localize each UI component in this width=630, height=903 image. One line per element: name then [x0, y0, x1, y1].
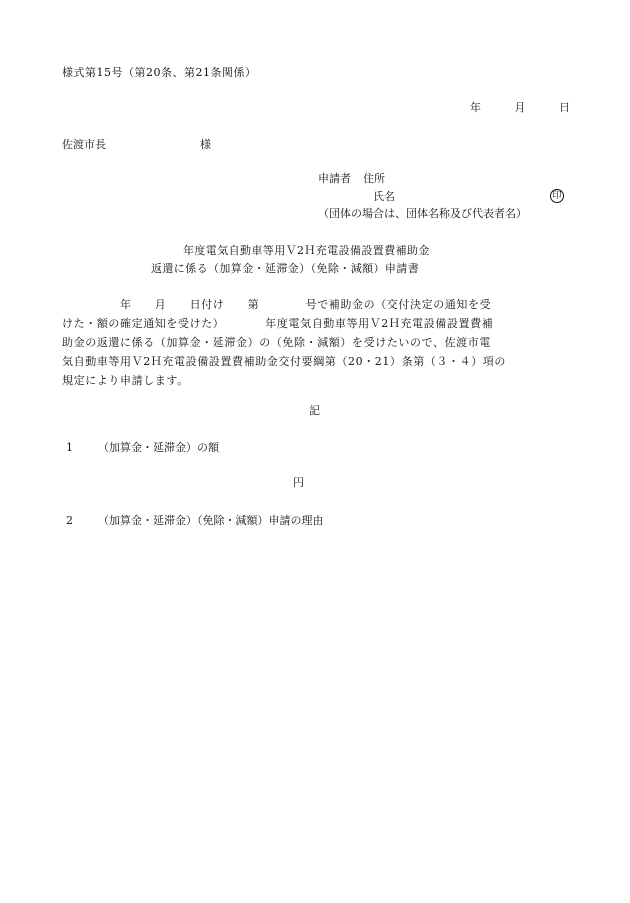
item-reason: [66, 514, 324, 528]
addressee: [62, 138, 211, 152]
document-title-line2: 返還に係る（加算金・延滞金）（免除・減額）申請書: [151, 262, 420, 275]
item-number: 2: [66, 514, 73, 527]
body-line: けた・額の確定通知を受けた） 年度電気自動車等用Ｖ2Ｈ充電設備設置費補: [62, 317, 494, 330]
item-number: 1: [66, 441, 73, 454]
body-line: 助金の返還に係る（加算金・延滞金）の（免除・減額）を受けたいので、佐渡市電: [62, 336, 491, 349]
name-label: 氏名: [373, 190, 395, 203]
date-day-label: 日: [559, 101, 570, 114]
body-line: 規定により申請します。: [62, 374, 189, 387]
item-amount: [66, 441, 219, 455]
date-month-label: 月: [514, 101, 526, 114]
item-label: （加算金・延滞金）の額: [98, 441, 219, 454]
ki-heading: 記: [309, 404, 320, 417]
body-line: 年 月 日付け 第 号で補助金の（交付決定の通知を受: [62, 298, 492, 311]
address-label: 住所: [363, 172, 385, 185]
applicant-address-line: [318, 172, 385, 186]
date-year-label: 年: [470, 101, 481, 114]
addressee-name: 佐渡市長: [62, 138, 106, 151]
addressee-honorific: 様: [200, 138, 211, 151]
body-paragraph: [62, 295, 568, 390]
item-label: （加算金・延滞金）（免除・減額）申請の理由: [98, 514, 324, 527]
body-line: 気自動車等用Ｖ2Ｈ充電設備設置費補助金交付要綱第（20・21）条第（３・４）項の: [62, 355, 506, 368]
applicant-label: 申請者: [318, 172, 351, 185]
document-title-line1: 年度電気自動車等用Ｖ2Ｈ充電設備設置費補助金: [183, 244, 430, 257]
form-number: 様式第15号（第20条、第21条関係）: [62, 66, 257, 79]
date-line: [470, 101, 570, 115]
applicant-note: （団体の場合は、団体名称及び代表者名）: [318, 207, 527, 220]
seal-mark: 印: [550, 189, 564, 203]
yen-unit: 円: [293, 476, 304, 489]
